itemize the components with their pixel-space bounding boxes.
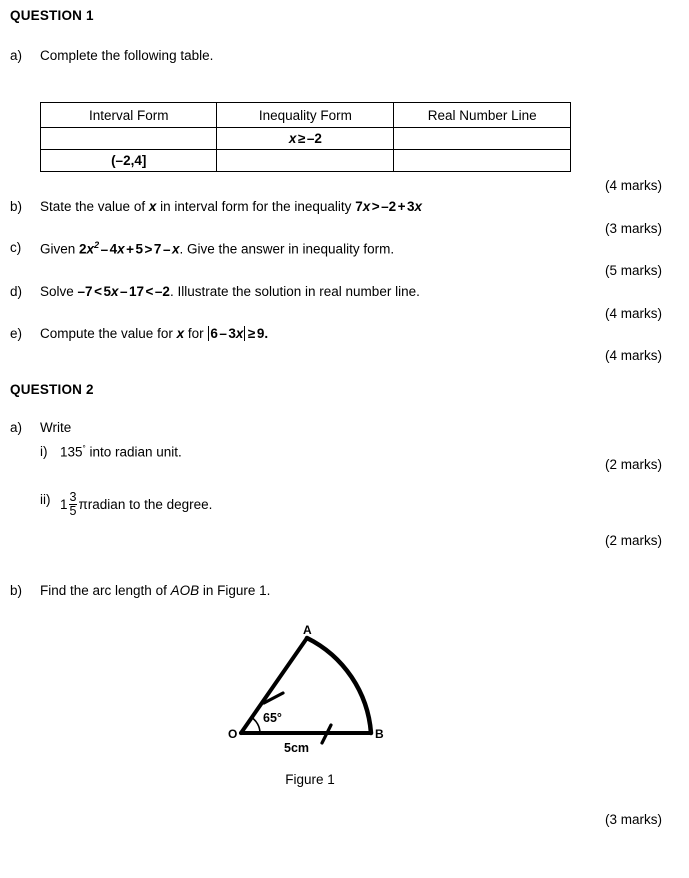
marks-q1a: (4 marks) bbox=[605, 178, 662, 193]
table-header-interval-form: Interval Form bbox=[41, 103, 217, 128]
item-text-q1d: Solve –7 < 5x – 17 < –2. Illustrate the solution in real number line. bbox=[40, 284, 420, 299]
item-text-q1c: Given $2x^2 - 4x + 5 > 7 - x$. Give the answer in inequality form. bbox=[40, 240, 395, 257]
item-label-q2a-i: i) bbox=[40, 444, 48, 459]
q1b-pre-text: State the value of bbox=[40, 199, 149, 214]
item-text-q2a-ii bbox=[60, 492, 212, 519]
item-text-q1e: Compute the value for x for 6 – 3x ≥ 9. bbox=[40, 326, 269, 341]
item-text-q1a: Complete the following table. bbox=[40, 48, 214, 63]
q1e-mid-text: for bbox=[184, 326, 208, 341]
q2b-pre-text: Find the arc length of bbox=[40, 583, 171, 598]
table-cell-interval-blank-1[interactable] bbox=[41, 128, 217, 150]
marks-q1b: (3 marks) bbox=[605, 221, 662, 236]
marks-q2a-i: (2 marks) bbox=[605, 457, 662, 472]
q1e-pre-text: Compute the value for bbox=[40, 326, 177, 341]
item-label-q2a-ii: ii) bbox=[40, 492, 51, 507]
q1d-pre-text: Solve bbox=[40, 284, 78, 299]
item-text-q2a: Write bbox=[40, 420, 72, 435]
q1b-var-x: x bbox=[148, 199, 157, 214]
vertex-label-o: O bbox=[228, 727, 238, 741]
degree-icon: ° bbox=[82, 444, 86, 453]
vertex-label-b: B bbox=[375, 727, 384, 741]
vertex-label-a: A bbox=[303, 623, 312, 637]
q2ai-post-text: into radian unit. bbox=[85, 444, 182, 460]
table-cell-inequality-blank-2[interactable] bbox=[217, 150, 394, 172]
sector-diagram-svg bbox=[200, 615, 430, 765]
item-label-q2b: b) bbox=[10, 583, 23, 598]
arc-ab-path bbox=[307, 638, 371, 733]
pi-symbol: π bbox=[78, 496, 88, 512]
q2aii-whole: 1 bbox=[60, 496, 68, 512]
item-text-q2a-i bbox=[60, 444, 182, 460]
table-header-real-number-line: Real Number Line bbox=[394, 103, 571, 128]
table-cell-interval-2: (–2,4] bbox=[41, 150, 217, 172]
marks-q1e: (4 marks) bbox=[605, 348, 662, 363]
q2ai-number: 135 bbox=[60, 444, 83, 460]
question-1-heading: QUESTION 1 bbox=[10, 8, 94, 23]
table-cell-inequality-1: x ≥ –2 bbox=[217, 128, 394, 150]
forms-table bbox=[40, 102, 571, 172]
marks-q2b: (3 marks) bbox=[605, 812, 662, 827]
marks-q1c: (5 marks) bbox=[605, 263, 662, 278]
q1c-pre-text: Given bbox=[40, 241, 80, 257]
figure-caption: Figure 1 bbox=[285, 772, 335, 787]
fraction-numerator: 3 bbox=[69, 490, 77, 504]
table-header-inequality-form: Inequality Form bbox=[217, 103, 394, 128]
sector-figure bbox=[200, 615, 430, 765]
question-2-heading: QUESTION 2 bbox=[10, 382, 94, 397]
marks-q1d: (4 marks) bbox=[605, 306, 662, 321]
item-label-q1e: e) bbox=[10, 326, 23, 341]
table-header-row bbox=[41, 103, 571, 128]
item-text-q1b: State the value of x in interval form for the inequality 7x > –2 + 3x bbox=[40, 199, 423, 214]
item-label-q1a: a) bbox=[10, 48, 23, 63]
marks-q2a-ii: (2 marks) bbox=[605, 533, 662, 548]
item-text-q2b bbox=[40, 583, 270, 598]
radius-length-label: 5cm bbox=[284, 741, 310, 755]
q1b-mid-text: in interval form for the inequality bbox=[156, 199, 356, 214]
q2aii-post-text: radian to the degree. bbox=[87, 496, 213, 512]
item-label-q1b: b) bbox=[10, 199, 23, 214]
q1d-post-text: . Illustrate the solution in real number line. bbox=[169, 284, 420, 299]
table-row bbox=[41, 128, 571, 150]
item-label-q1c: c) bbox=[10, 240, 22, 255]
table-cell-numberline-blank-1[interactable] bbox=[394, 128, 571, 150]
fraction-denominator: 5 bbox=[69, 503, 77, 518]
item-label-q2a: a) bbox=[10, 420, 23, 435]
fraction-three-fifths bbox=[69, 491, 78, 518]
table-cell-numberline-blank-2[interactable] bbox=[394, 150, 571, 172]
item-label-q1d: d) bbox=[10, 284, 23, 299]
q1e-var-x: x bbox=[176, 326, 185, 341]
table-row bbox=[41, 150, 571, 172]
q2b-aob-label: AOB bbox=[170, 583, 200, 598]
q1c-post-text: . Give the answer in inequality form. bbox=[179, 241, 395, 257]
q2b-post-text: in Figure 1. bbox=[199, 583, 271, 598]
angle-label-65: 65° bbox=[263, 711, 282, 725]
